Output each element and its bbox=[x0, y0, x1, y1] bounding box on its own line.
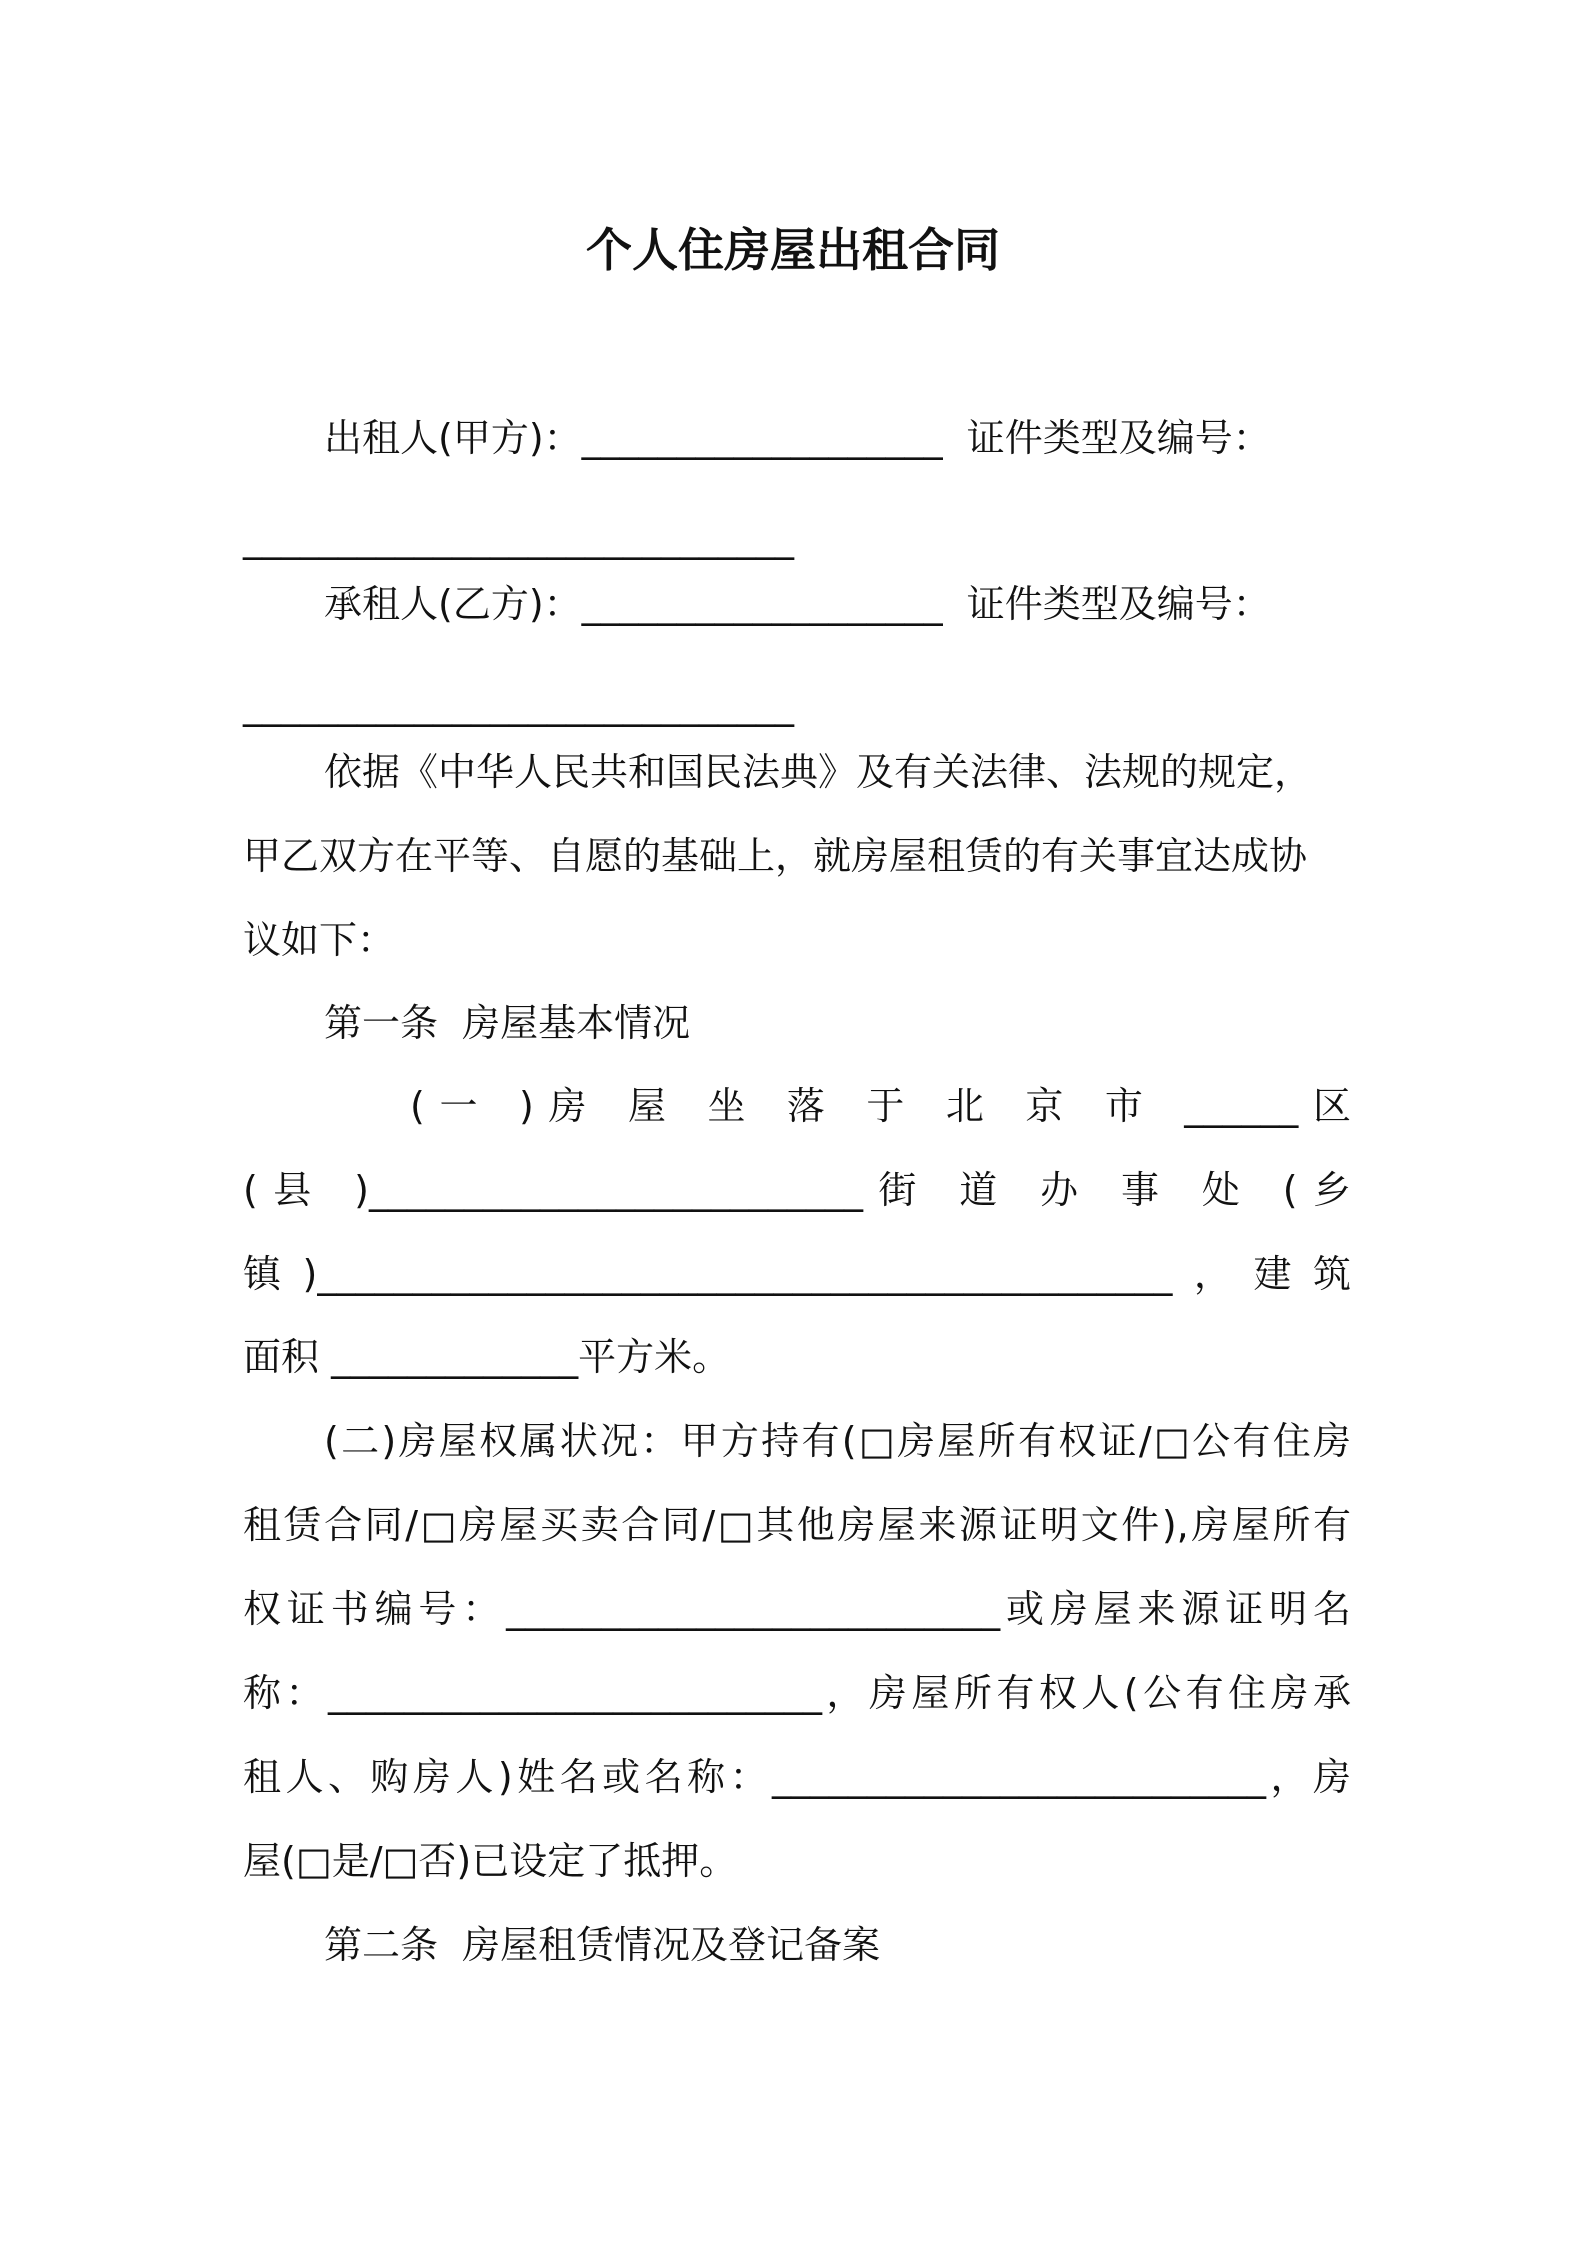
article-1-item-2-line-2: 租赁合同/□房屋买卖合同/□其他房屋来源证明文件),房屋所有 bbox=[243, 1503, 1351, 1547]
intro-line-2: 甲乙双方在平等、自愿的基础上，就房屋租赁的有关事宜达成协 bbox=[243, 834, 1308, 878]
article-1-item-2-line-6: 屋(□是/□否)已设定了抵押。 bbox=[243, 1839, 738, 1883]
article-2-heading: 第二条 房屋租赁情况及登记备案 bbox=[324, 1923, 881, 1967]
article-1-item-1-line-4: 面积 _____________平方米。 bbox=[243, 1335, 731, 1379]
article-1-item-1-line-2: (县 )__________________________街 道 办 事 处 (乡 bbox=[243, 1168, 1351, 1212]
lessee-id-line: _____________________________ bbox=[243, 683, 794, 727]
article-1-item-2-line-3: 权证书编号：__________________________或房屋来源证明名 bbox=[243, 1587, 1351, 1631]
lessee-line: 承租人(乙方)：___________________ 证件类型及编号： bbox=[324, 582, 1271, 626]
lessor-id-line: _____________________________ bbox=[243, 516, 794, 560]
article-1-item-2-line-1: (二)房屋权属状况：甲方持有(□房屋所有权证/□公有住房 bbox=[324, 1419, 1351, 1463]
article-1-item-2-line-4: 称：__________________________，房屋所有权人(公有住房承 bbox=[243, 1671, 1351, 1715]
lessor-line: 出租人(甲方)：___________________ 证件类型及编号： bbox=[324, 416, 1271, 460]
document-title: 个人住房屋出租合同 bbox=[586, 223, 1000, 277]
article-1-heading: 第一条 房屋基本情况 bbox=[324, 1001, 691, 1045]
intro-line-3: 议如下： bbox=[243, 918, 396, 962]
article-1-item-1-line-1: (一 )房 屋 坐 落 于 北 京 市 ______区 bbox=[410, 1084, 1351, 1128]
intro-line-1: 依据《中华人民共和国民法典》及有关法律、法规的规定， bbox=[324, 750, 1313, 794]
article-1-item-1-line-3: 镇)_____________________________________________，建筑 bbox=[243, 1252, 1351, 1296]
article-1-item-2-line-5: 租人、购房人)姓名或名称：__________________________，房 bbox=[243, 1755, 1351, 1799]
